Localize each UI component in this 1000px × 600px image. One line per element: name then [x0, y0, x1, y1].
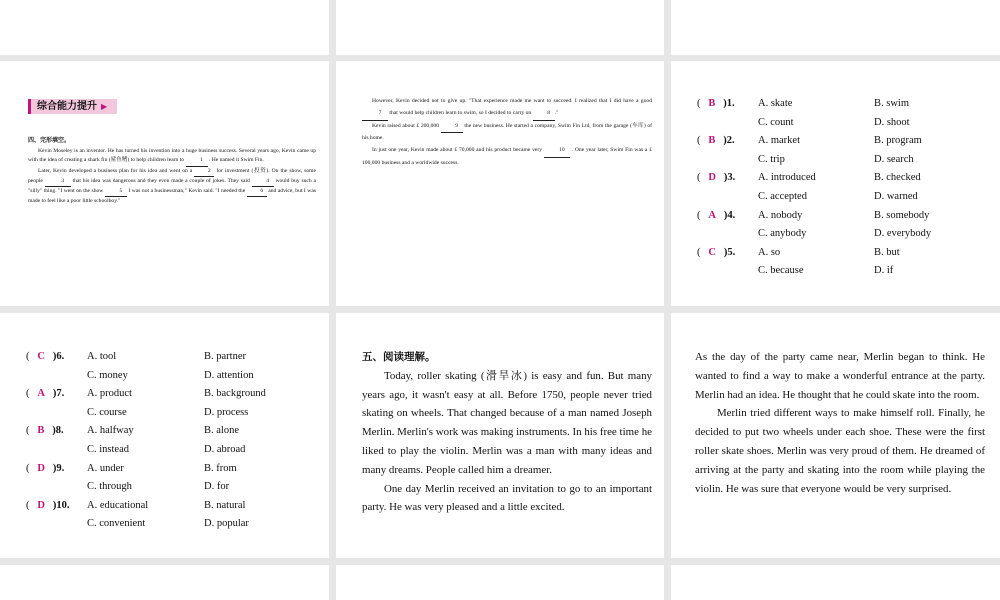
- reading-passage-panel-2: [671, 313, 1000, 558]
- answer-letter: D: [37, 499, 45, 511]
- cloze-text: [28, 136, 316, 206]
- reading-section-title: 五、阅读理解。: [362, 351, 436, 363]
- top-panel-right: [671, 0, 1000, 55]
- answer-letter: D: [37, 462, 45, 474]
- bottom-panel-right: [671, 565, 1000, 600]
- option-c: C. through: [87, 481, 132, 493]
- cloze-paragraph: In just one year, Kevin made about £ 70,000 and his product became very 10 . One year later, Swim Fin was a £ 100,000 business and a worldwide success.: [362, 147, 652, 166]
- question-row: ( D )3.: [697, 172, 736, 184]
- answer-letter: A: [37, 388, 45, 400]
- reading-paragraph: Merlin tried different ways to make himself roll. Finally, he decided to put two wheels under each shoe. These were the first roller skate shoes. Merlin was very proud of them. He dreamed of arriving at the party and skating into the room while playing the violin. He was sure that everyone would be very surprised.: [695, 407, 985, 495]
- option-d: D. popular: [204, 518, 249, 530]
- blank-5: 5: [105, 187, 127, 197]
- cloze-section-title: 四、完形填空。: [28, 137, 71, 144]
- reading-paragraph: One day Merlin received an invitation to go to an important party. He was very pleased and a little excited.: [362, 482, 652, 514]
- blank-1: 1: [186, 156, 208, 166]
- section-banner: [28, 99, 117, 114]
- blank-4: 4: [252, 177, 274, 187]
- option-b: B. program: [874, 135, 922, 147]
- blank-7: 7: [362, 108, 388, 121]
- option-d: D. everybody: [874, 228, 932, 240]
- answer-letter: B: [708, 98, 716, 109]
- question-number: )4.: [723, 209, 736, 221]
- question-number: )1.: [723, 98, 735, 109]
- option-c: C. trip: [758, 153, 785, 165]
- blank-2: 2: [194, 167, 214, 177]
- blank-8: 8: [533, 108, 555, 121]
- cloze-passage-panel-1: [0, 61, 329, 306]
- blank-9: 9: [441, 121, 463, 134]
- reading-text-continued: [695, 348, 985, 498]
- cloze-paragraph: Kevin raised about £ 200,000 9 the new business. He started a company, Swim Fin Ltd, from the garage (车库) of his home.: [362, 122, 652, 142]
- option-a: A. so: [758, 246, 781, 258]
- question-number: )6.: [52, 351, 65, 362]
- blank-3: 3: [45, 177, 71, 187]
- answer-letter: D: [708, 172, 716, 184]
- blank-6: 6: [247, 187, 267, 197]
- option-b: B. natural: [204, 499, 246, 511]
- cloze-paragraph: Kevin Moseley is an inventor. He has turned his invention into a huge business success. Several years ago, Kevin came up with the idea of creating a shark fin (鲨鱼鳍) to help children learn to 1 . He named it Swim Fin.: [28, 147, 316, 166]
- answer-letter: B: [37, 425, 45, 437]
- top-panel-middle: [336, 0, 664, 55]
- answer-letter: C: [708, 246, 716, 258]
- option-c: C. accepted: [758, 191, 807, 202]
- option-a: A. product: [87, 388, 132, 400]
- cloze-paragraph: However, Kevin decided not to give up. "That experience made me want to succeed. I realized that I did have a good 7 that would help children learn to swim, so I decided to carry on 8 .": [362, 96, 652, 121]
- option-a: A. educational: [87, 499, 149, 511]
- option-d: D. for: [204, 481, 230, 493]
- cloze-questions-6-10-panel: [0, 313, 329, 558]
- option-c: C. count: [758, 116, 794, 128]
- question-number: )8.: [52, 425, 64, 437]
- reading-paragraph: As the day of the party came near, Merlin began to think. He wanted to find a way to make a wonderful entrance at the party. Merlin had an idea. He thought that he could skate into the room.: [695, 351, 985, 401]
- option-c: C. anybody: [758, 228, 807, 240]
- option-c: C. instead: [87, 444, 129, 455]
- arrow-right-icon: ▶: [101, 102, 108, 111]
- option-b: B. swim: [874, 98, 910, 109]
- option-a: A. market: [758, 135, 800, 147]
- option-b: B. partner: [204, 351, 246, 362]
- answer-letter: C: [37, 351, 45, 362]
- bottom-panel-middle: [336, 565, 664, 600]
- question-number: )9.: [52, 462, 65, 474]
- cloze-paragraph: Later, Kevin developed a business plan for his idea and went on a 2 for investment (投资). On the show, some people 3 that his idea was dangerous and they even made a couple of jokes. They said 4 would buy such a "silly" thing. "I went on the show 5 I was not a businessman," Kevin said. "I needed the 6 and advice, but I was made to feel like a poor little schoolboy.": [28, 167, 317, 205]
- option-a: A. skate: [758, 98, 793, 109]
- top-panel-left: [0, 0, 329, 55]
- option-d: D. shoot: [874, 116, 910, 128]
- option-b: B. but: [874, 246, 900, 258]
- question-number: )10.: [52, 499, 70, 511]
- cloze-passage-panel-2: [336, 61, 664, 306]
- option-d: D. warned: [874, 191, 918, 202]
- option-a: A. nobody: [758, 209, 803, 221]
- question-row: ( A )4.: [697, 209, 736, 221]
- question-row: ( D )10.: [26, 499, 70, 511]
- question-number: )7.: [52, 388, 65, 400]
- question-number: )3.: [723, 172, 736, 184]
- question-row: ( C )5.: [697, 246, 736, 258]
- question-number: )5.: [723, 246, 736, 258]
- option-b: B. from: [204, 462, 237, 474]
- option-a: A. halfway: [87, 425, 134, 437]
- option-b: B. background: [204, 388, 266, 400]
- banner-title: 综合能力提升: [37, 101, 97, 112]
- option-a: A. under: [87, 462, 124, 474]
- option-c: C. course: [87, 406, 127, 418]
- answer-letter: A: [708, 209, 716, 221]
- option-a: A. introduced: [758, 172, 816, 184]
- option-c: C. convenient: [87, 518, 146, 530]
- blank-10: 10: [544, 145, 570, 158]
- option-d: D. attention: [204, 369, 254, 381]
- option-a: A. tool: [87, 351, 117, 362]
- option-b: B. somebody: [874, 209, 930, 221]
- question-row: ( B )2.: [697, 135, 735, 147]
- reading-passage-panel-1: [336, 313, 664, 558]
- option-d: D. process: [204, 406, 249, 418]
- question-row: ( A )7.: [26, 388, 65, 400]
- cloze-questions-1-5-panel: [671, 61, 1000, 306]
- answer-letter: B: [708, 135, 716, 147]
- option-b: B. checked: [874, 172, 921, 184]
- question-row: ( C )6.: [26, 351, 65, 362]
- option-b: B. alone: [204, 425, 239, 437]
- option-d: D. search: [874, 153, 914, 165]
- question-row: ( D )9.: [26, 462, 65, 474]
- question-number: )2.: [723, 135, 735, 147]
- bottom-panel-left: [0, 565, 329, 600]
- option-c: C. because: [758, 265, 804, 277]
- cloze-text-continued: [362, 96, 652, 170]
- option-d: D. abroad: [204, 444, 246, 455]
- reading-paragraph: Today, roller skating (滑旱冰) is easy and fun. But many years ago, it wasn't easy at all. Before 1750, people never tried skating on wheels. That changed because of a man named Joseph Merlin. Merlin's work was making instruments. In his free time he liked to play the violin. Merlin was a man with many ideas and many dreams. People called him a dreamer.: [362, 369, 652, 476]
- option-c: C. money: [87, 369, 128, 381]
- option-d: D. if: [874, 265, 894, 277]
- question-row: ( B )1.: [697, 98, 735, 109]
- question-row: ( B )8.: [26, 425, 64, 437]
- reading-text: [362, 348, 652, 517]
